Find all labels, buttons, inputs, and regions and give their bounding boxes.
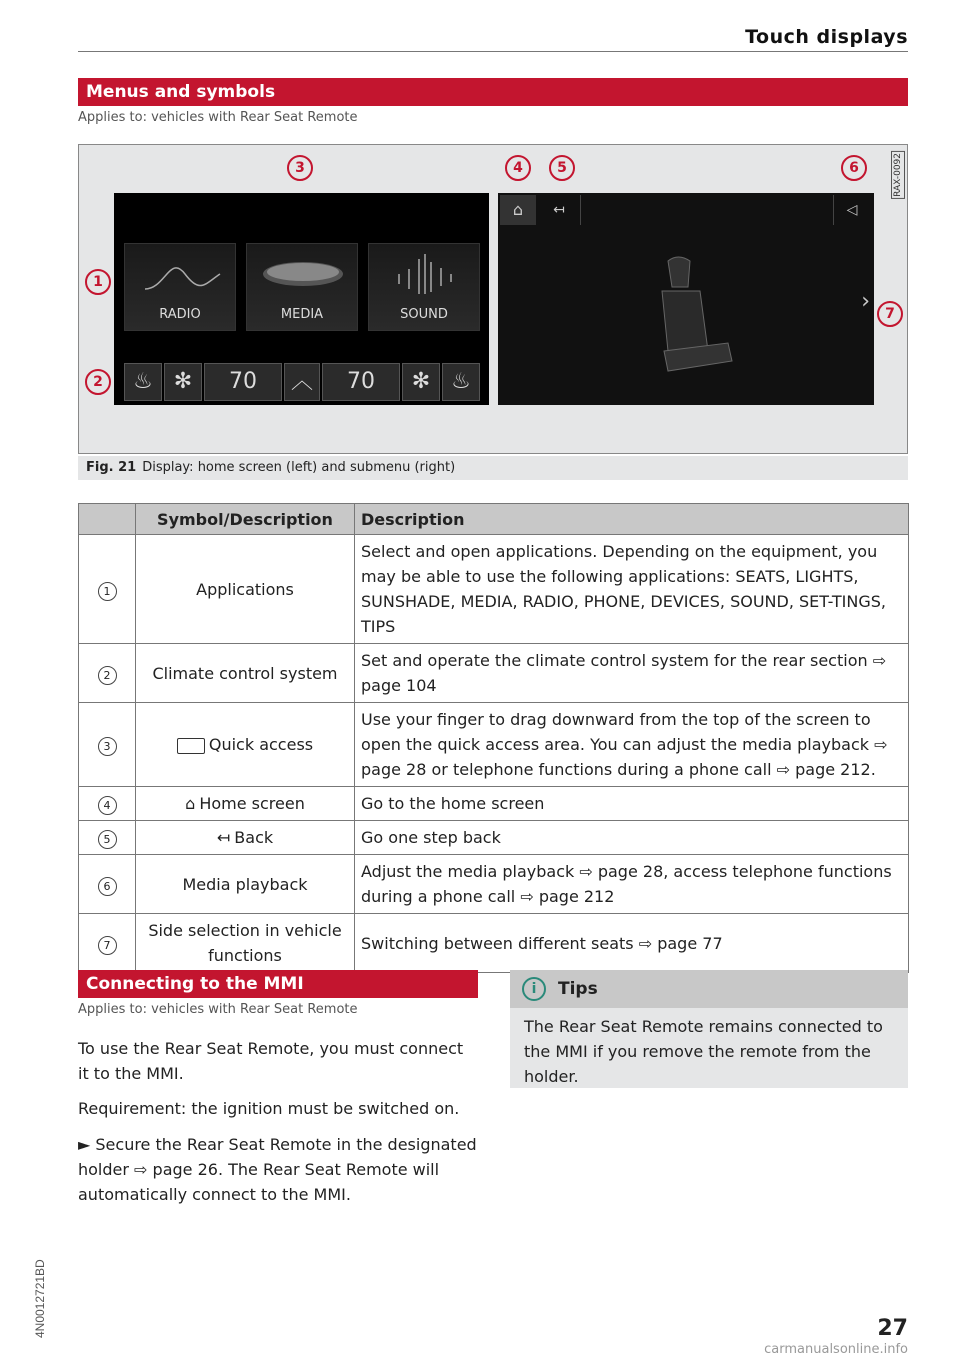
row-description: Go one step back <box>355 821 909 855</box>
climate-fan: ✻ <box>164 363 202 401</box>
quick-access-icon <box>177 738 205 754</box>
row-number <box>79 855 136 914</box>
side-code <box>30 1200 50 1340</box>
climate-seat-left: ♨ <box>124 363 162 401</box>
section-title-connecting: Connecting to the MMI <box>78 970 478 998</box>
header-blank <box>79 504 136 535</box>
callout-4: 4 <box>505 155 531 181</box>
tile-label-sound: SOUND <box>400 307 448 322</box>
callout-3: 3 <box>287 155 313 181</box>
header-rule <box>78 51 908 52</box>
row-number <box>79 787 136 821</box>
back-icon: ↤ <box>538 195 581 225</box>
row-number <box>79 821 136 855</box>
table-row <box>79 787 909 821</box>
caption-label: Fig. 21 <box>86 460 137 475</box>
row-symbol: Media playback <box>136 855 355 914</box>
table-row <box>79 914 909 973</box>
climate-seat-right: ♨ <box>442 363 480 401</box>
submenu-screen <box>498 193 874 405</box>
row-symbol <box>136 703 355 787</box>
table-row <box>79 644 909 703</box>
row-description: Select and open applications. Depending on the equipment, you may be able to use the following applications: SEATS, LIGHTS, SUNSHADE, MEDIA, RADIO, PHONE, DEVICES, SOUND, SET-TINGS, TIPS <box>355 535 909 644</box>
page-header-title: Touch displays <box>745 26 908 48</box>
row-number-badge: 7 <box>98 936 117 955</box>
climate-seat-vent: ✻ <box>402 363 440 401</box>
header-description: Description <box>355 504 909 535</box>
climate-temp-right: 70 <box>322 363 400 401</box>
climate-temp-left: 70 <box>204 363 282 401</box>
row-symbol: Climate control system <box>136 644 355 703</box>
row-description: Set and operate the climate control system for the rear section ⇨ page 104 <box>355 644 909 703</box>
row-description: Switching between different seats ⇨ page 77 <box>355 914 909 973</box>
row-number-badge: 3 <box>98 737 117 756</box>
back-icon: ↤ <box>216 828 231 847</box>
row-symbol <box>136 821 355 855</box>
row-number-badge: 4 <box>98 796 117 815</box>
row-number <box>79 535 136 644</box>
row-symbol-text: Back <box>234 828 274 847</box>
row-symbol-text: Quick access <box>208 735 314 754</box>
row-number-badge: 2 <box>98 666 117 685</box>
tips-header <box>510 970 908 1008</box>
row-number <box>79 914 136 973</box>
applies-note: Applies to: vehicles with Rear Seat Remote <box>78 1002 358 1017</box>
home-icon: ⌂ <box>500 195 536 225</box>
section-title-menus: Menus and symbols <box>78 78 908 106</box>
figure-caption <box>78 456 908 480</box>
tile-label-media: MEDIA <box>280 307 324 322</box>
row-symbol: Side selection in vehicle functions <box>136 914 355 973</box>
row-description: Go to the home screen <box>355 787 909 821</box>
page-number: 27 <box>877 1316 908 1341</box>
symbol-table <box>78 503 909 973</box>
equalizer-icon <box>369 244 481 304</box>
row-symbol-text: Home screen <box>199 794 305 813</box>
table-header <box>79 504 909 535</box>
row-description: Use your finger to drag downward from the top of the screen to open the quick access area. You can adjust the media playback ⇨ page 28 or telephone functions during a phone call ⇨ page 212. <box>355 703 909 787</box>
tips-title: Tips <box>558 979 598 999</box>
caption-text: Display: home screen (left) and submenu (right) <box>142 460 456 475</box>
table-row <box>79 855 909 914</box>
side-selection-chevron-icon: › <box>861 289 870 314</box>
paragraph: To use the Rear Seat Remote, you must connect it to the MMI. <box>78 1039 464 1083</box>
tile-radio <box>124 243 236 331</box>
info-icon: i <box>522 977 546 1001</box>
row-number <box>79 703 136 787</box>
applies-note: Applies to: vehicles with Rear Seat Remote <box>78 110 358 125</box>
paragraph: Requirement: the ignition must be switched on. <box>78 1099 460 1118</box>
table-row <box>79 821 909 855</box>
figure <box>78 144 908 454</box>
row-number-badge: 5 <box>98 830 117 849</box>
instruction-step: ► Secure the Rear Seat Remote in the designated holder ⇨ page 26. The Rear Seat Remote will automatically connect to the MMI. <box>78 1135 477 1204</box>
row-number <box>79 644 136 703</box>
row-description: Adjust the media playback ⇨ page 28, access telephone functions during a phone call ⇨ page 212 <box>355 855 909 914</box>
row-symbol: Applications <box>136 535 355 644</box>
media-playback-icon: ◁ <box>833 195 870 225</box>
radio-wave-icon <box>125 244 237 304</box>
callout-7: 7 <box>877 301 903 327</box>
table-row <box>79 535 909 644</box>
figure-code: RAX-0092 <box>893 153 903 197</box>
row-number-badge: 1 <box>98 582 117 601</box>
callout-6: 6 <box>841 155 867 181</box>
callout-1: 1 <box>85 269 111 295</box>
callout-2: 2 <box>85 369 111 395</box>
watermark: carmanualsonline.info <box>764 1342 908 1357</box>
callout-5: 5 <box>549 155 575 181</box>
row-symbol <box>136 787 355 821</box>
seat-icon <box>628 251 738 381</box>
tile-media <box>246 243 358 331</box>
home-icon: ⌂ <box>185 794 196 813</box>
table-row <box>79 703 909 787</box>
row-number-badge: 6 <box>98 877 117 896</box>
tips-body: The Rear Seat Remote remains connected to the MMI if you remove the remote from the holder. <box>510 1008 908 1088</box>
side-code-text: 4N0012721BD <box>33 1259 47 1338</box>
header-symbol: Symbol/Description <box>136 504 355 535</box>
tile-sound <box>368 243 480 331</box>
tile-label-radio: RADIO <box>159 307 201 322</box>
home-screen <box>114 193 489 405</box>
disc-icon <box>247 244 359 304</box>
climate-quick-toggle: ︿ <box>284 363 320 401</box>
